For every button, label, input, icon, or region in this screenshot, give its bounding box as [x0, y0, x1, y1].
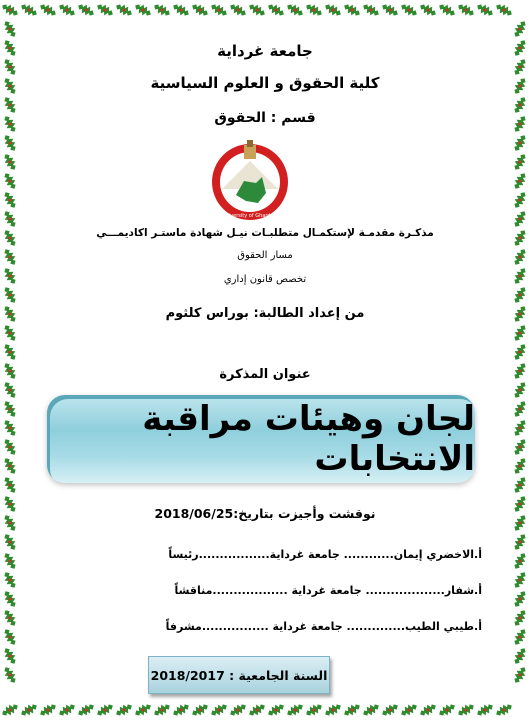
holly-leaf-icon [304, 701, 325, 719]
holly-leaf-icon [190, 701, 211, 719]
holly-leaf-icon [511, 437, 529, 458]
holly-leaf-icon [0, 1, 20, 19]
holly-leaf-icon [511, 95, 529, 116]
holly-leaf-icon [511, 76, 529, 97]
holly-leaf-icon [1, 95, 19, 116]
holly-leaf-icon [342, 1, 363, 19]
holly-leaf-icon [511, 171, 529, 192]
holly-leaf-icon [511, 399, 529, 420]
holly-leaf-icon [511, 152, 529, 173]
holly-leaf-icon [1, 228, 19, 249]
holly-leaf-icon [1, 152, 19, 173]
holly-leaf-icon [1, 57, 19, 78]
holly-leaf-icon [511, 285, 529, 306]
holly-leaf-icon [511, 304, 529, 325]
holly-leaf-icon [511, 38, 529, 59]
holly-leaf-icon [0, 701, 20, 719]
thesis-title: لجان وهيئات مراقبة الانتخابات [142, 399, 475, 479]
holly-leaf-icon [209, 1, 230, 19]
holly-leaf-icon [456, 701, 477, 719]
thesis-title-label: عنوان المذكرة [219, 367, 311, 382]
holly-leaf-icon [456, 1, 477, 19]
prepared-by: من إعداد الطالبة: بوراس كلثوم [165, 306, 365, 321]
holly-leaf-icon [304, 1, 325, 19]
holly-leaf-icon [418, 1, 439, 19]
holly-leaf-icon [1, 627, 19, 648]
holly-leaf-icon [494, 1, 515, 19]
holly-leaf-icon [1, 19, 19, 40]
memo-line: مذكـرة مقدمـة لإستكمـال متطلبـات نيـل شهادة ماستـر اكاديمـــي [96, 227, 434, 239]
holly-leaf-icon [1, 114, 19, 135]
holly-leaf-icon [511, 475, 529, 496]
holly-leaf-icon [511, 114, 529, 135]
holly-leaf-icon [1, 551, 19, 572]
holly-leaf-icon [1, 589, 19, 610]
holly-leaf-icon [1, 646, 19, 667]
holly-leaf-icon [1, 513, 19, 534]
holly-leaf-icon [511, 380, 529, 401]
holly-leaf-icon [285, 701, 306, 719]
logo-caption: University of Ghardaia [222, 213, 278, 219]
holly-leaf-icon [1, 570, 19, 591]
holly-leaf-icon [1, 456, 19, 477]
holly-leaf-icon [511, 323, 529, 344]
holly-leaf-icon [1, 323, 19, 344]
holly-leaf-icon [266, 1, 287, 19]
holly-leaf-icon [247, 1, 268, 19]
holly-leaf-icon [1, 133, 19, 154]
holly-leaf-icon [1, 76, 19, 97]
holly-leaf-icon [511, 570, 529, 591]
holly-leaf-icon [38, 1, 59, 19]
holly-leaf-icon [1, 475, 19, 496]
holly-leaf-icon [1, 418, 19, 439]
holly-leaf-icon [19, 701, 40, 719]
holly-leaf-icon [323, 701, 344, 719]
holly-leaf-icon [1, 266, 19, 287]
holly-leaf-icon [511, 627, 529, 648]
holly-leaf-icon [511, 665, 529, 686]
holly-leaf-icon [511, 418, 529, 439]
holly-leaf-icon [247, 701, 268, 719]
holly-leaf-icon [437, 701, 458, 719]
holly-leaf-icon [171, 1, 192, 19]
holly-leaf-icon [133, 701, 154, 719]
holly-leaf-icon [266, 701, 287, 719]
defense-date: نوقشت وأجيزت بتاريخ:2018/06/25 [154, 506, 376, 521]
holly-leaf-icon [152, 701, 173, 719]
holly-leaf-icon [511, 133, 529, 154]
holly-leaf-icon [511, 247, 529, 268]
holly-leaf-icon [399, 1, 420, 19]
jury-member-supervisor: أ.طيبي الطيب.............. جامعة غرداية ................مشرفاً [165, 620, 482, 633]
holly-leaf-icon [1, 532, 19, 553]
department-name: قسم : الحقوق [214, 110, 316, 126]
holly-leaf-icon [1, 342, 19, 363]
cover-page [30, 22, 500, 702]
holly-leaf-icon [1, 380, 19, 401]
holly-leaf-icon [228, 1, 249, 19]
holly-leaf-icon [511, 456, 529, 477]
holly-leaf-icon [511, 361, 529, 382]
holly-leaf-icon [511, 342, 529, 363]
holly-leaf-icon [511, 190, 529, 211]
holly-leaf-icon [1, 171, 19, 192]
holly-leaf-icon [76, 1, 97, 19]
holly-leaf-icon [190, 1, 211, 19]
holly-leaf-icon [228, 701, 249, 719]
holly-leaf-icon [1, 437, 19, 458]
holly-leaf-icon [380, 1, 401, 19]
university-name: جامعة غرداية [217, 42, 313, 60]
holly-leaf-icon [38, 701, 59, 719]
jury-member-examiner: أ.شفار................... جامعة غرداية ..................مناقشاً [174, 584, 482, 597]
holly-leaf-icon [380, 701, 401, 719]
university-logo-icon [200, 137, 300, 227]
holly-leaf-icon [171, 701, 192, 719]
holly-leaf-icon [95, 701, 116, 719]
holly-leaf-icon [1, 304, 19, 325]
holly-leaf-icon [511, 532, 529, 553]
holly-leaf-icon [1, 608, 19, 629]
holly-leaf-icon [361, 701, 382, 719]
holly-leaf-icon [76, 701, 97, 719]
holly-leaf-icon [511, 494, 529, 515]
holly-leaf-icon [511, 228, 529, 249]
holly-leaf-icon [1, 247, 19, 268]
faculty-name: كلية الحقوق و العلوم السياسية [150, 74, 380, 92]
holly-leaf-icon [511, 209, 529, 230]
holly-leaf-icon [511, 19, 529, 40]
holly-leaf-icon [285, 1, 306, 19]
thesis-title-box [47, 395, 475, 483]
academic-year: السنة الجامعية : 2018/2017 [150, 667, 328, 683]
holly-leaf-icon [1, 38, 19, 59]
holly-leaf-icon [323, 1, 344, 19]
holly-leaf-icon [475, 701, 496, 719]
academic-year-box [148, 656, 330, 694]
holly-leaf-icon [418, 701, 439, 719]
holly-leaf-icon [209, 701, 230, 719]
holly-leaf-icon [511, 513, 529, 534]
track-line: مسار الحقوق [237, 250, 293, 261]
holly-leaf-icon [342, 701, 363, 719]
holly-leaf-icon [95, 1, 116, 19]
holly-leaf-icon [19, 1, 40, 19]
holly-leaf-icon [494, 701, 515, 719]
holly-leaf-icon [1, 494, 19, 515]
holly-leaf-icon [1, 361, 19, 382]
holly-leaf-icon [399, 701, 420, 719]
specialty-line: تخصص قانون إداري [223, 274, 307, 285]
holly-leaf-icon [437, 1, 458, 19]
holly-leaf-icon [511, 646, 529, 667]
holly-leaf-icon [133, 1, 154, 19]
holly-leaf-icon [1, 399, 19, 420]
holly-leaf-icon [361, 1, 382, 19]
holly-leaf-icon [511, 551, 529, 572]
holly-leaf-icon [1, 285, 19, 306]
jury-member-president: أ.الاخضري إيمان............ جامعة غرداية.................رئيساً [168, 548, 482, 561]
holly-leaf-icon [152, 1, 173, 19]
holly-leaf-icon [114, 701, 135, 719]
holly-leaf-icon [57, 1, 78, 19]
holly-leaf-icon [114, 1, 135, 19]
holly-leaf-icon [1, 665, 19, 686]
holly-leaf-icon [511, 57, 529, 78]
holly-leaf-icon [511, 589, 529, 610]
holly-leaf-icon [1, 190, 19, 211]
holly-leaf-icon [475, 1, 496, 19]
holly-leaf-icon [511, 266, 529, 287]
holly-leaf-icon [1, 209, 19, 230]
holly-leaf-icon [57, 701, 78, 719]
holly-leaf-icon [511, 608, 529, 629]
